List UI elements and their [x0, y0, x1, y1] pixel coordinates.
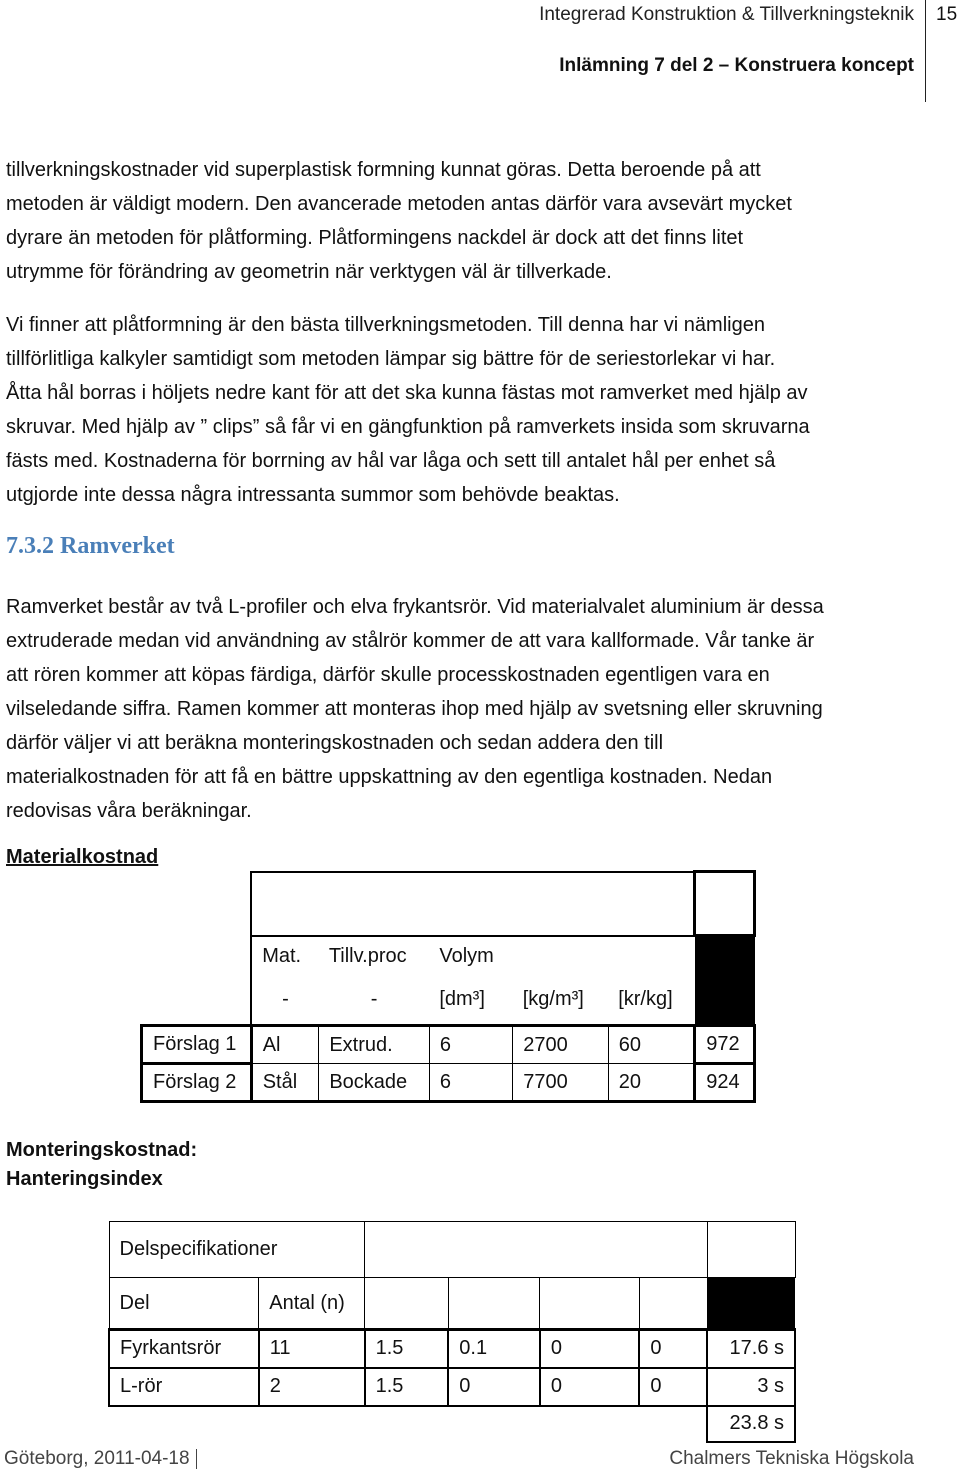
table-cell: - [370, 988, 378, 1011]
table-cell: 6 [429, 1064, 512, 1102]
table-cell: 0 [448, 1368, 540, 1406]
document-header-subtitle: Inlämning 7 del 2 – Konstruera koncept [559, 55, 914, 76]
text-line: metoden är väldigt modern. Den avancerade metoden antas därför vara avsevärt mycket [6, 193, 792, 215]
total-time-cell: 23.8 s [707, 1406, 795, 1442]
table-cell: 11 [259, 1330, 365, 1368]
table-cell: Del [109, 1278, 259, 1330]
table-row [109, 1406, 795, 1442]
table-cell: [dm³] [439, 988, 485, 1011]
table-cell [639, 1278, 707, 1330]
table-row [142, 1064, 755, 1102]
table-cell: 0 [639, 1368, 707, 1406]
table-cell [695, 872, 755, 936]
table-cell [707, 1222, 795, 1278]
paragraph-2 [6, 308, 936, 512]
footer-left [4, 1448, 197, 1470]
table-cell: [kg/m³] [522, 988, 584, 1011]
table-cell [251, 872, 695, 936]
table-cell: 17.6 s [707, 1330, 795, 1368]
text-line: Ramverket består av två L-profiler och elva frykantsrör. Vid materialvalet aluminium är dessa [6, 596, 824, 618]
table-cell: Förslag 2 [142, 1064, 252, 1102]
assembly-cost-table [108, 1221, 796, 1443]
handling-index-label: Hanteringsindex [6, 1168, 163, 1190]
table-cell: Tillv.proc [319, 936, 430, 976]
table-cell [707, 1278, 795, 1330]
table-row [109, 1222, 795, 1278]
table-cell: 1.5 [365, 1368, 449, 1406]
table-cell: 972 [695, 1026, 755, 1064]
page-number: 15 [936, 4, 958, 25]
table-row [109, 1330, 795, 1368]
table-row [142, 872, 755, 936]
text-line: vilseledande siffra. Ramen kommer att monteras ihop med hjälp av svetsning eller skruvning [6, 698, 823, 720]
table-cell: 1.5 [365, 1330, 449, 1368]
table-cell: 60 [608, 1026, 695, 1064]
table-cell: 20 [608, 1064, 695, 1102]
table-cell [365, 1222, 707, 1278]
table-cell: Extrud. [319, 1026, 430, 1064]
text-line: därför väljer vi att beräkna monteringskostnaden och sedan addera den till [6, 732, 664, 754]
table-cell: 0 [540, 1330, 639, 1368]
text-line: utrymme för förändring av geometrin när verktygen väl är tillverkade. [6, 261, 612, 283]
section-heading: 7.3.2 Ramverket [6, 533, 175, 559]
table-cell: 2700 [513, 1026, 608, 1064]
table-cell: Förslag 1 [142, 1026, 252, 1064]
table-cell: 3 s [707, 1368, 795, 1406]
table-cell: Bockade [319, 1064, 430, 1102]
table-row [142, 976, 755, 1026]
table-cell: 0.1 [448, 1330, 540, 1368]
table-cell: 924 [695, 1064, 755, 1102]
table-cell: 0 [639, 1330, 707, 1368]
paragraph-3 [6, 590, 936, 828]
table-cell [448, 1278, 540, 1330]
table-cell: Al [251, 1026, 319, 1064]
table-cell [365, 1278, 449, 1330]
text-line: extruderade medan vid användning av stålrör kommer de att vara kallformade. Vår tanke är [6, 630, 815, 652]
table-cell [142, 872, 252, 936]
text-line: dyrare än metoden för plåtforming. Plåtformingens nackdel är dock att det finns litet [6, 227, 744, 249]
table-row [142, 1026, 755, 1064]
table-row [109, 1368, 795, 1406]
table-cell: Stål [251, 1064, 319, 1102]
table-cell: 0 [540, 1368, 639, 1406]
table-row [109, 1278, 795, 1330]
table-row [142, 936, 755, 976]
footer-divider [196, 1449, 197, 1469]
document-header-title: Integrerad Konstruktion & Tillverkningsteknik [539, 4, 914, 25]
table-cell [142, 976, 252, 1026]
table-cell: 2 [259, 1368, 365, 1406]
text-line: materialkostnaden för att få en bättre uppskattning av den egentliga kostnaden. Nedan [6, 766, 773, 788]
text-line: tillverkningskostnader vid superplastisk formning kunnat göras. Detta beroende på att [6, 159, 761, 181]
material-cost-label: Materialkostnad [6, 846, 159, 868]
text-line: redovisas våra beräkningar. [6, 800, 252, 822]
table-cell: - [251, 976, 319, 1026]
table-cell: 7700 [513, 1064, 608, 1102]
text-line: fästs med. Kostnaderna för borrning av hål var låga och sett till antalet hål per enhet så [6, 450, 776, 472]
footer-date: Göteborg, 2011-04-18 [4, 1448, 190, 1469]
table-cell: [kr/kg] [618, 988, 673, 1011]
text-line: Vi finner att plåtformning är den bästa tillverkningsmetoden. Till denna har vi nämligen [6, 314, 765, 336]
table-cell: 6 [429, 1026, 512, 1064]
material-cost-table [140, 870, 756, 1103]
header-divider [925, 0, 926, 102]
table-cell [540, 1278, 639, 1330]
table-cell [142, 936, 252, 976]
table-cell: Antal (n) [259, 1278, 365, 1330]
footer-right: Chalmers Tekniska Högskola [669, 1448, 914, 1469]
text-line: tillförlitliga kalkyler samtidigt som metoden lämpar sig bättre för de seriestorlekar vi har. [6, 348, 776, 370]
table-cell [695, 976, 755, 1026]
text-line: skruvar. Med hjälp av ” clips” så får vi en gängfunktion på ramverkets insida som skruvarna [6, 416, 810, 438]
table-cell: Volym [429, 936, 694, 976]
table-cell: Fyrkantsrör [109, 1330, 259, 1368]
table-cell [109, 1406, 707, 1442]
text-line: Åtta hål borras i höljets nedre kant för att det ska kunna fästas mot ramverket med hjälp av [6, 382, 808, 404]
text-line: att rören kommer att köpas färdiga, därför skulle processkostnaden egentligen vara en [6, 664, 770, 686]
table-cell: Mat. [251, 936, 319, 976]
table-cell: Delspecifikationer [109, 1222, 365, 1278]
paragraph-1 [6, 153, 936, 289]
table-cell [695, 936, 755, 976]
table-cell: L-rör [109, 1368, 259, 1406]
assembly-cost-label: Monteringskostnad: [6, 1139, 198, 1161]
text-line: utgjorde inte dessa några intressanta summor som behövde beaktas. [6, 484, 620, 506]
